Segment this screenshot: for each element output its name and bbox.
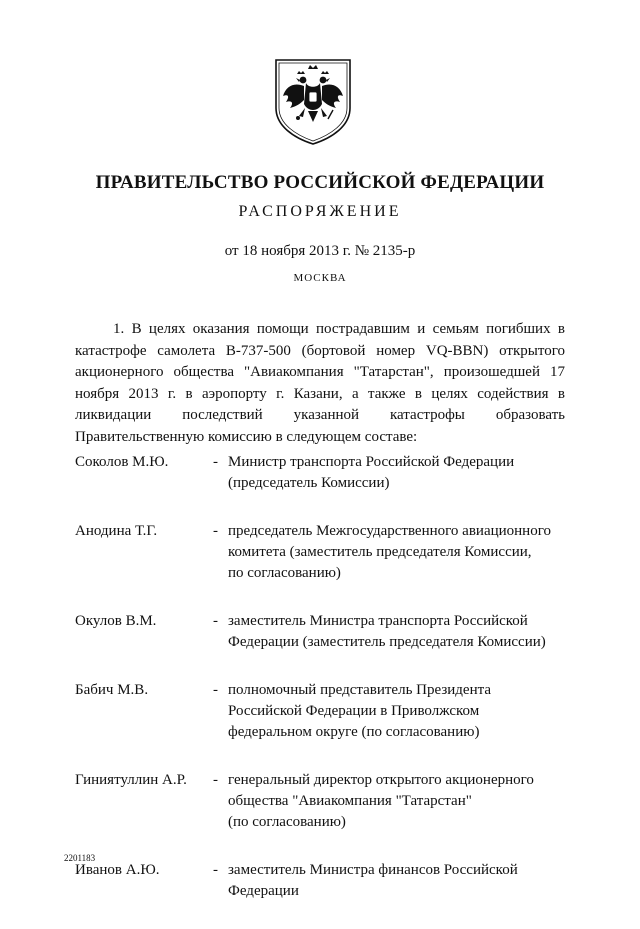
- member-role-line: полномочный представитель Президента: [228, 682, 491, 698]
- government-title: ПРАВИТЕЛЬСТВО РОССИЙСКОЙ ФЕДЕРАЦИИ: [95, 172, 545, 193]
- member-row: [75, 521, 575, 584]
- date-and-number: от 18 ноября 2013 г. № 2135-р: [224, 243, 416, 259]
- member-dash: -: [213, 523, 218, 539]
- coat-of-arms-icon: [270, 56, 356, 146]
- member-role-line: Федерации (заместитель председателя Комиссии): [228, 634, 546, 650]
- member-role: [228, 521, 575, 584]
- member-role: [228, 680, 575, 743]
- member-name: Гиниятуллин А.Р.: [75, 772, 187, 788]
- member-name: Анодина Т.Г.: [75, 523, 158, 539]
- paragraph-1: 1. В целях оказания помощи пострадавшим и семьям погибших в катастрофе самолета B-737-500 (бортовой номер VQ-BBN) открытого акционерного общества "Авиакомпания "Татарстан", произошедшей 17 ноября 2013 г. в аэропорту г. Казани, а также в целях содействия в ликвидации последствий указанной катастрофы образовать Правительственную комиссию в следующем составе:: [75, 321, 565, 445]
- member-role-line: председатель Межгосударственного авиационного: [228, 523, 551, 539]
- member-name: Иванов А.Ю.: [75, 862, 160, 878]
- member-row: [75, 680, 575, 743]
- member-name: Соколов М.Ю.: [75, 454, 169, 470]
- member-role-line: комитета (заместитель председателя Комиссии,: [228, 544, 532, 560]
- member-role-line: Министр транспорта Российской Федерации: [228, 454, 515, 470]
- member-role-line: Федерации: [228, 883, 299, 899]
- member-name: Бабич М.В.: [75, 682, 149, 698]
- document-type: РАСПОРЯЖЕНИЕ: [238, 203, 402, 220]
- city: МОСКВА: [293, 272, 347, 284]
- member-role-line: по согласованию): [228, 565, 341, 581]
- member-role-line: заместитель Министра финансов Российской: [228, 862, 518, 878]
- member-row: [75, 452, 575, 494]
- member-role-line: Российской Федерации в Приволжском: [228, 703, 480, 719]
- member-dash: -: [213, 772, 218, 788]
- member-row: [75, 770, 575, 833]
- member-role: [228, 770, 575, 833]
- member-role: [228, 860, 575, 902]
- member-role: [228, 611, 575, 653]
- member-row: [75, 611, 575, 653]
- commission-members-list: [75, 452, 575, 929]
- member-role: [228, 452, 575, 494]
- member-role-line: заместитель Министра транспорта Российской: [228, 613, 528, 629]
- member-name: Окулов В.М.: [75, 613, 157, 629]
- member-row: [75, 860, 575, 902]
- member-dash: -: [213, 862, 218, 878]
- member-role-line: общества "Авиакомпания "Татарстан": [228, 793, 472, 809]
- member-role-line: (по согласованию): [228, 814, 346, 830]
- member-dash: -: [213, 454, 218, 470]
- footer-code: 2201183: [64, 853, 96, 863]
- member-dash: -: [213, 682, 218, 698]
- member-dash: -: [213, 613, 218, 629]
- member-role-line: (председатель Комиссии): [228, 475, 390, 491]
- member-role-line: генеральный директор открытого акционерного: [228, 772, 534, 788]
- member-role-line: федеральном округе (по согласованию): [228, 724, 480, 740]
